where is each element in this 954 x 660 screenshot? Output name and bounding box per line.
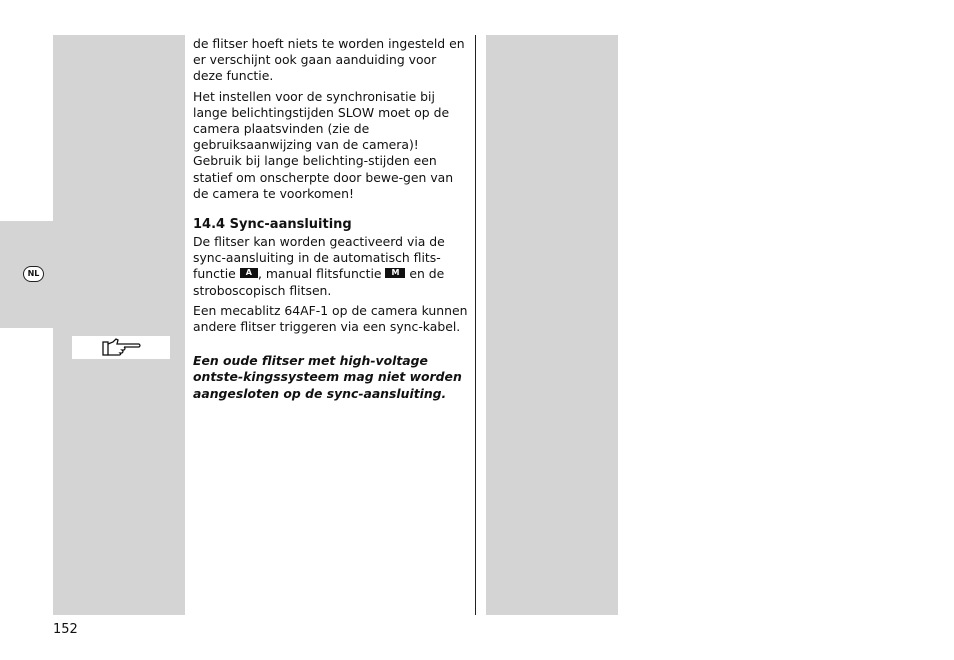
warning-note: Een oude flitser met high-voltage ontste-kingssysteem mag niet worden aangesloten op de sync-aansluiting. xyxy=(193,353,462,401)
mode-a-badge: A xyxy=(240,268,258,278)
paragraph-4: Een mecablitz 64AF-1 op de camera kunnen andere flitser triggeren via een sync-kabel. xyxy=(193,302,468,335)
page-number: 152 xyxy=(53,622,78,637)
paragraph-3-part-2: , manual flitsfunctie xyxy=(257,266,386,282)
paragraph-2: Het instellen voor de synchronisatie bij lange belichtingstijden SLOW moet op de camera plaatsvinden (zie de gebruiksaanwijzing van de camera)! Gebruik bij lange belichting-stijden een statief om onscherpte door bewe-gen van de camera te voorkomen! xyxy=(193,88,454,201)
main-text xyxy=(193,36,469,406)
paragraph-3-part-3: en de stroboscopisch flitsen. xyxy=(193,266,445,298)
paragraph-3-part-1: De flitser kan worden geactiveerd via de sync-aansluiting in de automatisch flits-functie xyxy=(193,234,445,282)
left-margin-column xyxy=(53,35,185,615)
right-margin-column xyxy=(486,35,618,615)
hint-box xyxy=(72,336,170,359)
mode-m-badge: M xyxy=(385,268,405,278)
language-badge: NL xyxy=(23,266,44,282)
paragraph-1: de flitser hoeft niets te worden ingesteld en er verschijnt ook gaan aanduiding voor deze functie. xyxy=(193,36,465,84)
paragraph-3 xyxy=(193,234,469,299)
column-divider xyxy=(475,35,476,615)
pointing-hand-icon xyxy=(102,338,142,357)
section-heading: 14.4 Sync-aansluiting xyxy=(193,217,352,233)
